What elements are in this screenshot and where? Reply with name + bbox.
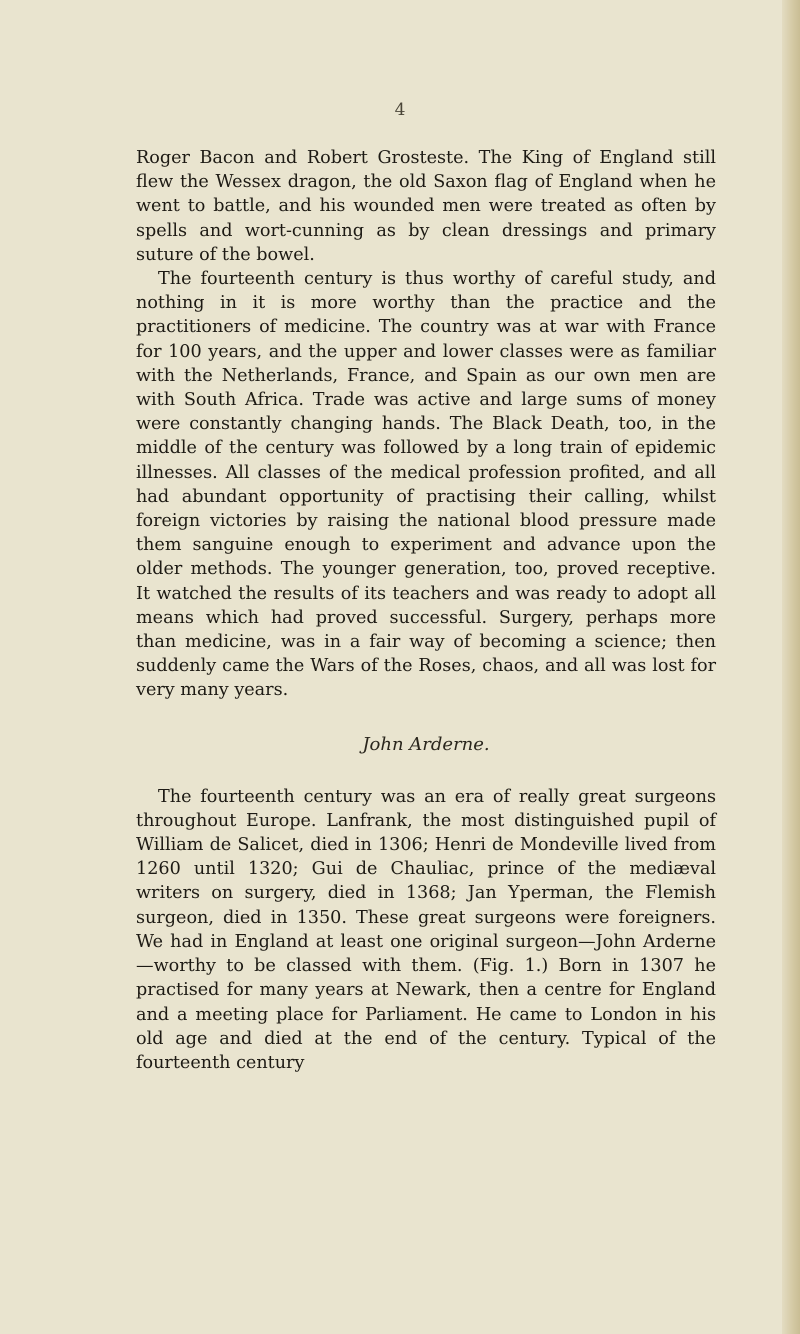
paragraph-fourteenth-century: The fourteenth century is thus worthy of careful study, and nothing in it is more worthy than the practice and the practitioners of medicine. The country was at war with France for 100 years, and the upper and lower classes were as familiar with the Netherlands, France, and Spain as our own men are with South Africa. Trade was active and large sums of money were constantly changing hands. The Black Death, too, in the middle of the century was followed by a long train of epidemic illnesses. All classes of the medical profession profited, and all had abundant opportunity of practising their calling, whilst foreign victories by raising the national blood pressure made them sanguine enough to experiment and advance upon the older methods. The younger generation, too, proved receptive. It watched the results of its teachers and was ready to adopt all means which had proved successful. Surgery, perhaps more than medicine, was in a fair way of becoming a science; then suddenly came the Wars of the Roses, chaos, and all was lost for very many years. (136, 269, 716, 701)
page-body (136, 146, 716, 1075)
page-number: 4 (394, 100, 406, 120)
paragraph-john-arderne: The fourteenth century was an era of really great surgeons throughout Europe. Lanfrank, the most distinguished pupil of William de Salicet, died in 1306; Henri de Mondeville lived from 1260 until 1320; Gui de Chauliac, prince of the mediæval writers on surgery, died in 1368; Jan Yperman, the Flemish surgeon, died in 1350. These great surgeons were foreigners. We had in England at least one original surgeon—John Arderne—worthy to be classed with them. (Fig. 1.) Born in 1307 he practised for many years at Newark, then a centre for England and a meeting place for Parliament. He came to London in his old age and died at the end of the century. Typical of the fourteenth century (136, 786, 716, 1073)
section-heading: John Arderne. (362, 733, 490, 755)
page-edge-shadow (782, 0, 800, 1334)
paragraph-continuation: Roger Bacon and Robert Grosteste. The King of England still flew the Wessex dragon, the old Saxon flag of England when he went to battle, and his wounded men were treated as often by spells and wort-cunning as by clean dressings and primary suture of the bowel. (136, 148, 716, 265)
